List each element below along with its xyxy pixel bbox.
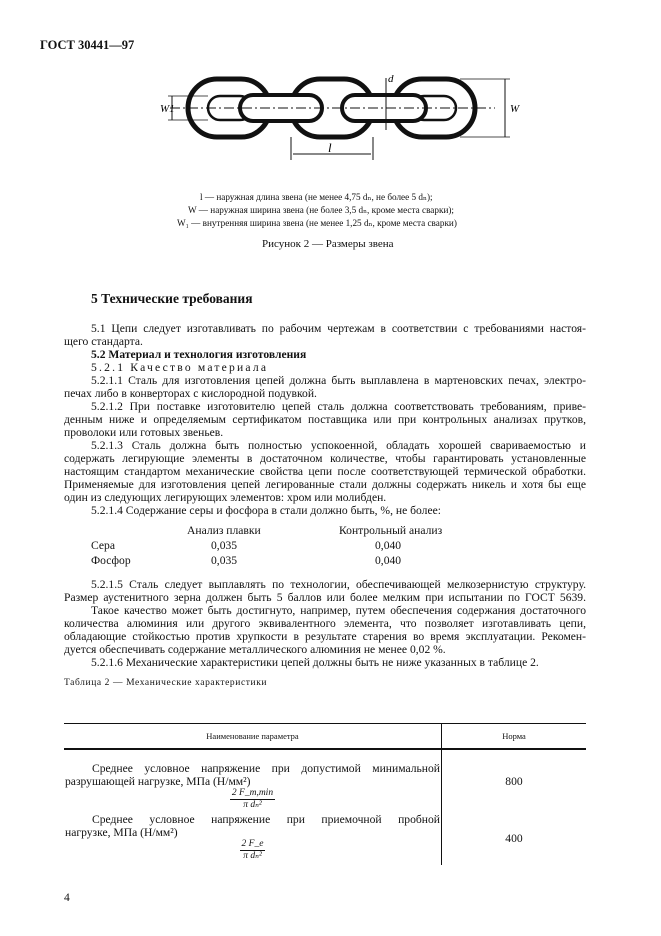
- paragraph-line: количества алюминия или другого эквивалентного элемента, что позволяет изготавливать цепи,: [64, 617, 586, 630]
- paragraph-line: проволоки или готовых звеньев.: [64, 426, 224, 439]
- control-value: 0,040: [375, 554, 402, 567]
- figure-legend-line: W₁ — внутренняя ширина звена (не менее 1,25 dₙ, кроме места сварки): [177, 218, 457, 228]
- parameter-text: разрушающей нагрузке, МПа (Н/мм²): [65, 775, 251, 788]
- table-caption: Таблица 2 — Механические характеристики: [64, 678, 268, 688]
- mechanical-properties-table: [64, 723, 586, 865]
- table-row: [64, 749, 586, 812]
- paragraph-line: настоящим стандартом механические свойства цепи после соответствующей термической обработки.: [64, 465, 586, 478]
- paragraph-line: 5.1 Цепи следует изготавливать по рабочим чертежам в соответствии с требованиями настоя-: [91, 322, 586, 335]
- doc-id: ГОСТ 30441—97: [40, 38, 135, 52]
- paragraph-line: 5.2.1.5 Сталь следует выплавлять по технологии, обеспечивающей мелкозернистую структуру.: [91, 578, 586, 591]
- paragraph-line: Применяемые для изготовления цепей легированные стали должны содержать никель и хотя бы еще: [64, 478, 586, 491]
- chain-link-figure: [160, 70, 520, 160]
- paragraph-line: 5.2.1.4 Содержание серы и фосфора в стали должно быть, %, не более:: [91, 504, 441, 517]
- parameter-text: Среднее условное напряжение при приемочной пробной: [92, 813, 440, 826]
- paragraph-line: один из следующих легирующих элементов: хром или молибден.: [64, 491, 387, 504]
- paragraph-line: Такое качество может быть достигнуто, например, путем обеспечения содержания достаточного: [91, 604, 586, 617]
- element-name: Фосфор: [91, 554, 131, 567]
- melt-value: 0,035: [211, 539, 238, 552]
- paragraph-line: 5.2.1.3 Сталь должна быть полностью успокоенной, обладать хорошей свариваемостью и: [91, 439, 586, 452]
- section-heading: 5 Технические требования: [91, 291, 253, 306]
- paragraph-line: содержать легирующие элементы в достаточном количестве, чтобы гарантировать установленные: [64, 452, 586, 465]
- figure-legend-line: l — наружная длина звена (не менее 4,75 dₙ, не более 5 dₙ);: [200, 192, 433, 202]
- element-name: Сера: [91, 539, 115, 552]
- paragraph-line: Размер аустенитного зерна должен быть 5 баллов или более мелким при испытании по ГОСТ 5639.: [64, 591, 586, 604]
- subsection-heading: 5.2 Материал и технология изготовления: [91, 348, 307, 361]
- table-row: [64, 812, 586, 865]
- page-number: 4: [64, 891, 70, 904]
- paragraph-line: дуется обеспечивать содержание металлического алюминия не менее 0,02 %.: [64, 643, 446, 656]
- paragraph-line: щего стандарта.: [64, 335, 143, 348]
- paragraph-line: денным ниже и определяемым сертификатом поставщика или при контрольных анализах прутков,: [64, 413, 586, 426]
- formula: [240, 839, 266, 862]
- composition-header: Контрольный анализ: [339, 524, 443, 537]
- formula: [230, 788, 275, 811]
- formula-denominator: π dₙ²: [243, 851, 262, 861]
- l-label: l: [328, 140, 332, 155]
- w1-label: W1: [160, 103, 175, 115]
- control-value: 0,040: [375, 539, 402, 552]
- parameter-text: Среднее условное напряжение при допустимой минимальной: [92, 762, 440, 775]
- composition-header: Анализ плавки: [187, 524, 261, 537]
- parameter-text: нагрузке, МПа (Н/мм²): [65, 826, 178, 839]
- norm-value: 800: [505, 774, 523, 788]
- formula-denominator: π dₙ²: [243, 800, 262, 810]
- formula-numerator: 2 F_e: [241, 839, 264, 849]
- header-parameter: Наименование параметра: [64, 724, 442, 750]
- w-label: W: [510, 103, 520, 115]
- paragraph-line: 5.2.1.2 При поставке изготовителю цепей сталь должна соответствовать требованиям, приве-: [91, 400, 586, 413]
- header-norm: Норма: [442, 724, 587, 750]
- paragraph-line: 5.2.1.6 Механические характеристики цепей должны быть не ниже указанных в таблице 2.: [91, 656, 539, 669]
- paragraph-line: 5.2.1.1 Сталь для изготовления цепей должна быть выплавлена в мартеновских печах, электро-: [91, 374, 586, 387]
- d-label: d: [388, 73, 394, 85]
- formula-numerator: 2 F_m,min: [231, 788, 274, 798]
- paragraph-line: печах либо в конверторах с кислородной подувкой.: [64, 387, 317, 400]
- subsection-heading: 5.2.1 Качество материала: [91, 361, 269, 374]
- figure-legend-line: W — наружная ширина звена (не более 3,5 dₙ, кроме места сварки);: [188, 205, 454, 215]
- norm-value: 400: [505, 832, 523, 845]
- table-header-row: [64, 724, 586, 750]
- figure-caption: Рисунок 2 — Размеры звена: [262, 238, 394, 250]
- melt-value: 0,035: [211, 554, 238, 567]
- paragraph-line: обладающие стойкостью против хрупкости в результате старения во время эксплуатации. Рекомен-: [64, 630, 586, 643]
